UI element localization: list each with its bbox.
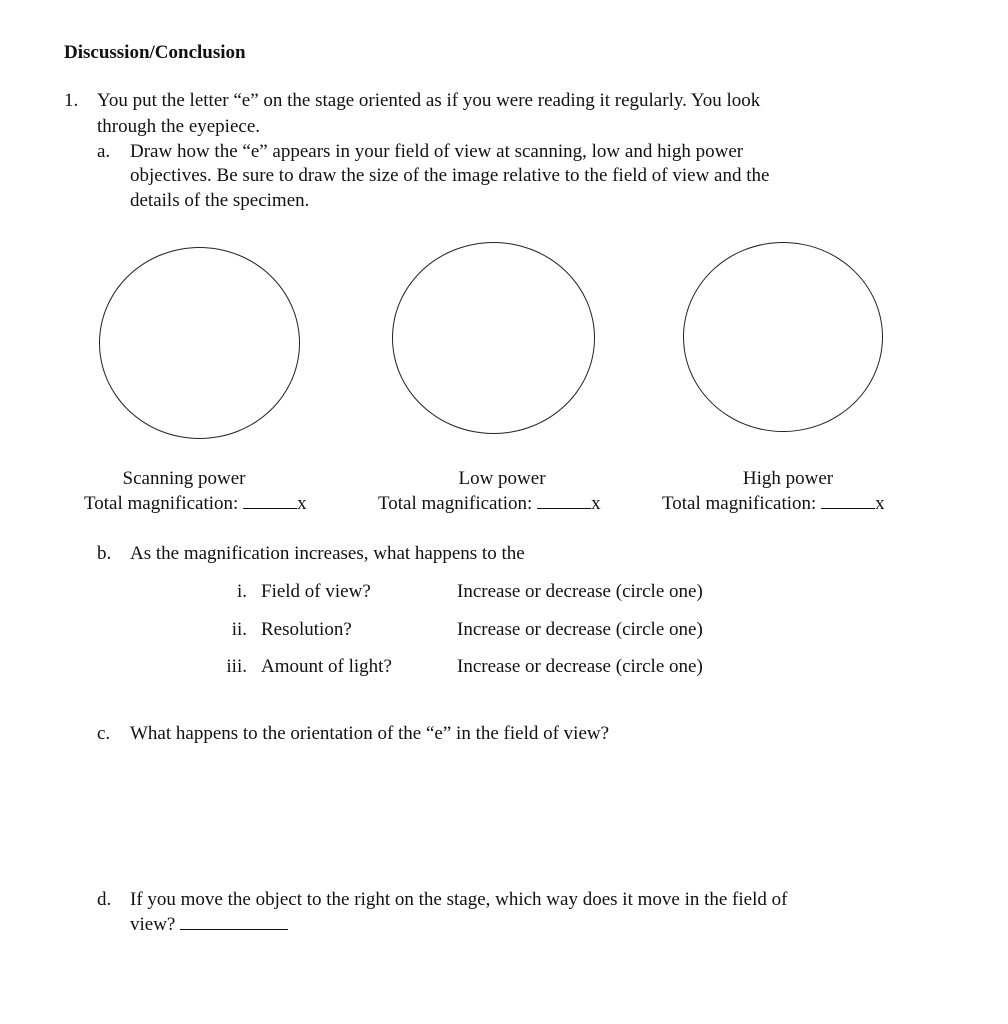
part-d-line2: view?	[130, 914, 176, 935]
low-magnification-blank[interactable]	[537, 492, 591, 509]
part-a-line1: Draw how the “e” appears in your field of view at scanning, low and high power	[130, 141, 744, 162]
part-d-answer-blank[interactable]	[180, 913, 288, 930]
scanning-magnification-suffix: x	[297, 493, 307, 514]
high-magnification-label: Total magnification:	[662, 493, 817, 514]
low-power-field-circle[interactable]	[392, 242, 595, 434]
part-b-item-1-numeral: i.	[236, 581, 247, 602]
question-1-number: 1.	[64, 90, 79, 111]
scanning-magnification-label: Total magnification:	[84, 493, 239, 514]
part-b-item-2-choice[interactable]: Increase or decrease (circle one)	[457, 619, 703, 640]
part-b-item-2-question: Resolution?	[261, 619, 352, 640]
part-b-item-3-question: Amount of light?	[261, 656, 392, 677]
scanning-power-label: Scanning power	[122, 468, 246, 489]
part-d-line1: If you move the object to the right on the stage, which way does it move in the field of	[130, 889, 788, 910]
part-b-item-2-numeral: ii.	[231, 619, 247, 640]
scanning-magnification-blank[interactable]	[243, 492, 297, 509]
scanning-power-field-circle[interactable]	[99, 247, 300, 439]
high-magnification-suffix: x	[875, 493, 885, 514]
part-c-letter: c.	[97, 723, 111, 744]
part-b-prompt: As the magnification increases, what happens to the	[130, 543, 525, 564]
part-c-text: What happens to the orientation of the “e” in the field of view?	[130, 723, 610, 744]
part-b-item-1-question: Field of view?	[261, 581, 371, 602]
question-1-text-line2: through the eyepiece.	[97, 116, 261, 137]
part-a-line2: objectives. Be sure to draw the size of the image relative to the field of view and the	[130, 165, 770, 186]
part-a-letter: a.	[97, 141, 111, 162]
scanning-power-magnification	[84, 492, 344, 516]
part-b-item-3-choice[interactable]: Increase or decrease (circle one)	[457, 656, 703, 677]
low-power-label: Low power	[458, 468, 546, 489]
part-d-line2-wrap	[130, 913, 288, 937]
high-power-magnification	[662, 492, 924, 516]
part-d-letter: d.	[97, 889, 112, 910]
low-power-magnification	[378, 492, 638, 516]
part-b-letter: b.	[97, 543, 112, 564]
part-b-item-1-choice[interactable]: Increase or decrease (circle one)	[457, 581, 703, 602]
section-title: Discussion/Conclusion	[64, 42, 246, 63]
low-magnification-suffix: x	[591, 493, 601, 514]
question-1-text-line1: You put the letter “e” on the stage oriented as if you were reading it regularly. You look	[97, 90, 761, 111]
part-a-line3: details of the specimen.	[130, 190, 310, 211]
high-power-field-circle[interactable]	[683, 242, 883, 432]
high-power-label: High power	[742, 468, 834, 489]
part-b-item-3-numeral: iii.	[226, 656, 247, 677]
high-magnification-blank[interactable]	[821, 492, 875, 509]
low-magnification-label: Total magnification:	[378, 493, 533, 514]
